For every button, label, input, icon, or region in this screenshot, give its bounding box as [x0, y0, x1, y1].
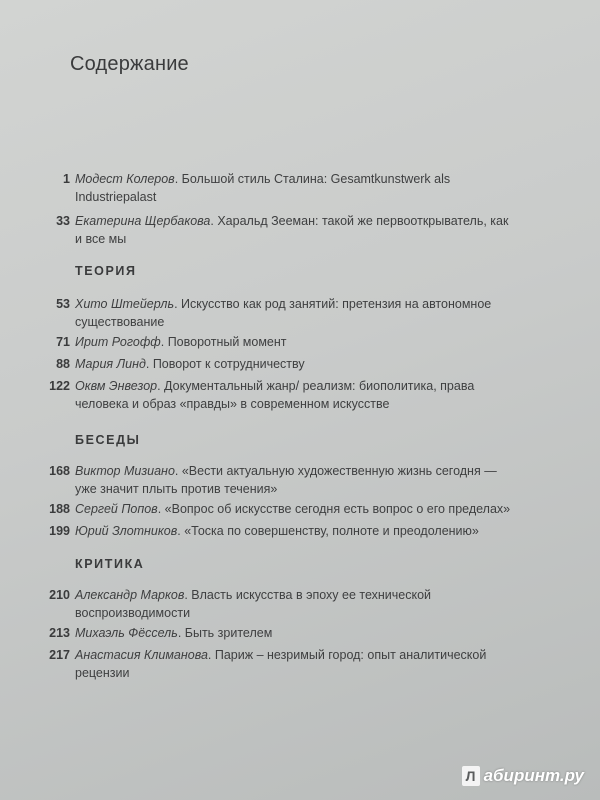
entry-text	[75, 586, 515, 622]
entry-text	[75, 355, 515, 373]
page-number: 168	[49, 464, 70, 478]
entry-author: Александр Марков	[75, 588, 185, 602]
watermark	[462, 766, 584, 786]
entry-title: . Поворотный момент	[160, 335, 287, 349]
entry-author: Оквм Энвезор	[75, 379, 158, 393]
page-number: 217	[49, 648, 70, 662]
entry-title: . Большой стиль Сталина: Gesamtkunstwerk als Industriepalast	[75, 172, 451, 204]
entry-text	[75, 500, 515, 518]
page-number: 33	[56, 214, 70, 228]
entry-text	[75, 377, 515, 413]
page-number: 210	[49, 588, 70, 602]
labirint-logo-icon: Л	[462, 766, 480, 786]
entry-title: . «Тоска по совершенству, полноте и преодолению»	[177, 524, 479, 538]
entry-title: . Документальный жанр/ реализм: биополитика, права человека и образ «правды» в современном искусстве	[75, 379, 475, 411]
entry-text	[75, 212, 515, 248]
page-number: 53	[56, 297, 70, 311]
entry-author: Виктор Мизиано	[75, 464, 175, 478]
entry-author: Михаэль Фёссель	[75, 626, 178, 640]
entry-text	[75, 522, 515, 540]
entry-title: . Искусство как род занятий: претензия на автономное существование	[75, 297, 492, 329]
entry-title: . Париж – незримый город: опыт аналитической рецензии	[75, 648, 487, 680]
page-number: 71	[56, 335, 70, 349]
section-heading: КРИТИКА	[75, 557, 145, 571]
entry-author: Анастасия Климанова	[75, 648, 208, 662]
entry-text	[75, 462, 515, 498]
section-heading: БЕСЕДЫ	[75, 433, 141, 447]
entry-title: . «Вести актуальную художественную жизнь сегодня — уже значит плыть против течения»	[75, 464, 497, 496]
page-number: 199	[49, 524, 70, 538]
page-title: Содержание	[70, 53, 189, 75]
page-number: 188	[49, 502, 70, 516]
entry-author: Екатерина Щербакова	[75, 214, 211, 228]
entry-title: . Поворот к сотрудничеству	[145, 357, 305, 371]
entry-text	[75, 333, 515, 351]
entry-author: Хито Штейерль	[75, 297, 175, 311]
page-number: 122	[49, 379, 70, 393]
page-number: 88	[56, 357, 70, 371]
entry-author: Юрий Злотников	[75, 524, 178, 538]
page-number: 1	[63, 172, 70, 186]
page-number: 213	[49, 626, 70, 640]
entry-author: Ирит Рогофф	[75, 335, 161, 349]
entry-text	[75, 646, 515, 682]
entry-title: . Быть зрителем	[177, 626, 273, 640]
entry-title: . «Вопрос об искусстве сегодня есть вопрос о его пределах»	[157, 502, 511, 516]
entry-title: . Власть искусства в эпоху ее технической воспроизводимости	[75, 588, 432, 620]
entry-title: . Харальд Зееман: такой же первооткрыватель, как и все мы	[75, 214, 509, 246]
watermark-text: абиринт.ру	[483, 766, 584, 785]
entry-author: Модест Колеров	[75, 172, 175, 186]
section-heading: ТЕОРИЯ	[75, 264, 137, 278]
entry-text	[75, 624, 515, 642]
entry-text	[75, 170, 515, 206]
entry-author: Сергей Попов	[75, 502, 158, 516]
entry-text	[75, 295, 515, 331]
entry-author: Мария Линд	[75, 357, 146, 371]
